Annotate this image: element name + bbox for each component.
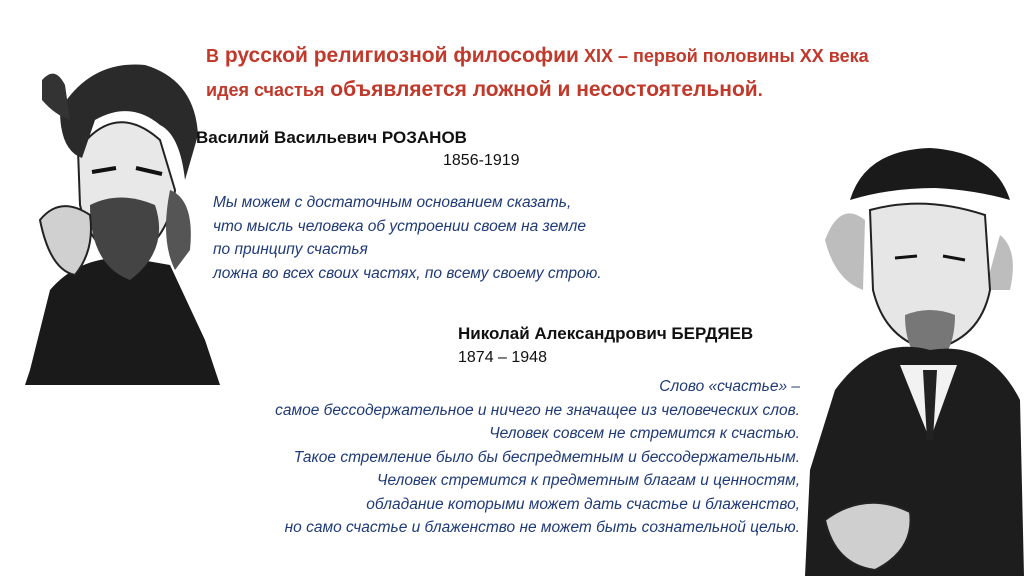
quote-line: Человек стремится к предметным благам и ценностям, <box>377 472 800 489</box>
slide-title <box>206 40 1006 108</box>
quote-line: но само счастье и блаженство не может быть сознательной целью. <box>284 519 800 536</box>
quote-line: Такое стремление было бы беспредметным и бессодержательным. <box>293 448 800 466</box>
title-line-1: В русской религиозной философии XIX – первой половины XX века <box>206 44 869 67</box>
berdyaev-portrait <box>805 140 1024 576</box>
quote-line: Слово «счастье» – <box>659 378 800 395</box>
berdyaev-name: Николай Александрович БЕРДЯЕВ <box>458 324 754 343</box>
title-line-2: идея счастья объявляется ложной и несостоятельной. <box>206 78 763 101</box>
quote-line: что мысль человека об устроении своем на земле <box>213 217 587 235</box>
quote-line: Человек совсем не стремится к счастью. <box>489 425 800 442</box>
quote-line: обладание которыми может дать счастье и блаженство, <box>366 495 800 513</box>
quote-line: ложна во всех своих частях, по всему своему строю. <box>213 264 602 282</box>
quote-line: по принципу счастья <box>213 241 368 258</box>
rozanov-quote <box>213 191 602 285</box>
rozanov-years: 1856-1919 <box>443 152 520 169</box>
quote-line: Мы можем с достаточным основанием сказать, <box>213 194 572 211</box>
rozanov-name: Василий Васильевич РОЗАНОВ <box>196 128 467 147</box>
quote-line: самое бессодержательное и ничего не значащее из человеческих слов. <box>275 401 800 419</box>
berdyaev-years: 1874 – 1948 <box>458 349 547 366</box>
rozanov-portrait <box>20 40 230 385</box>
berdyaev-quote <box>120 375 800 540</box>
